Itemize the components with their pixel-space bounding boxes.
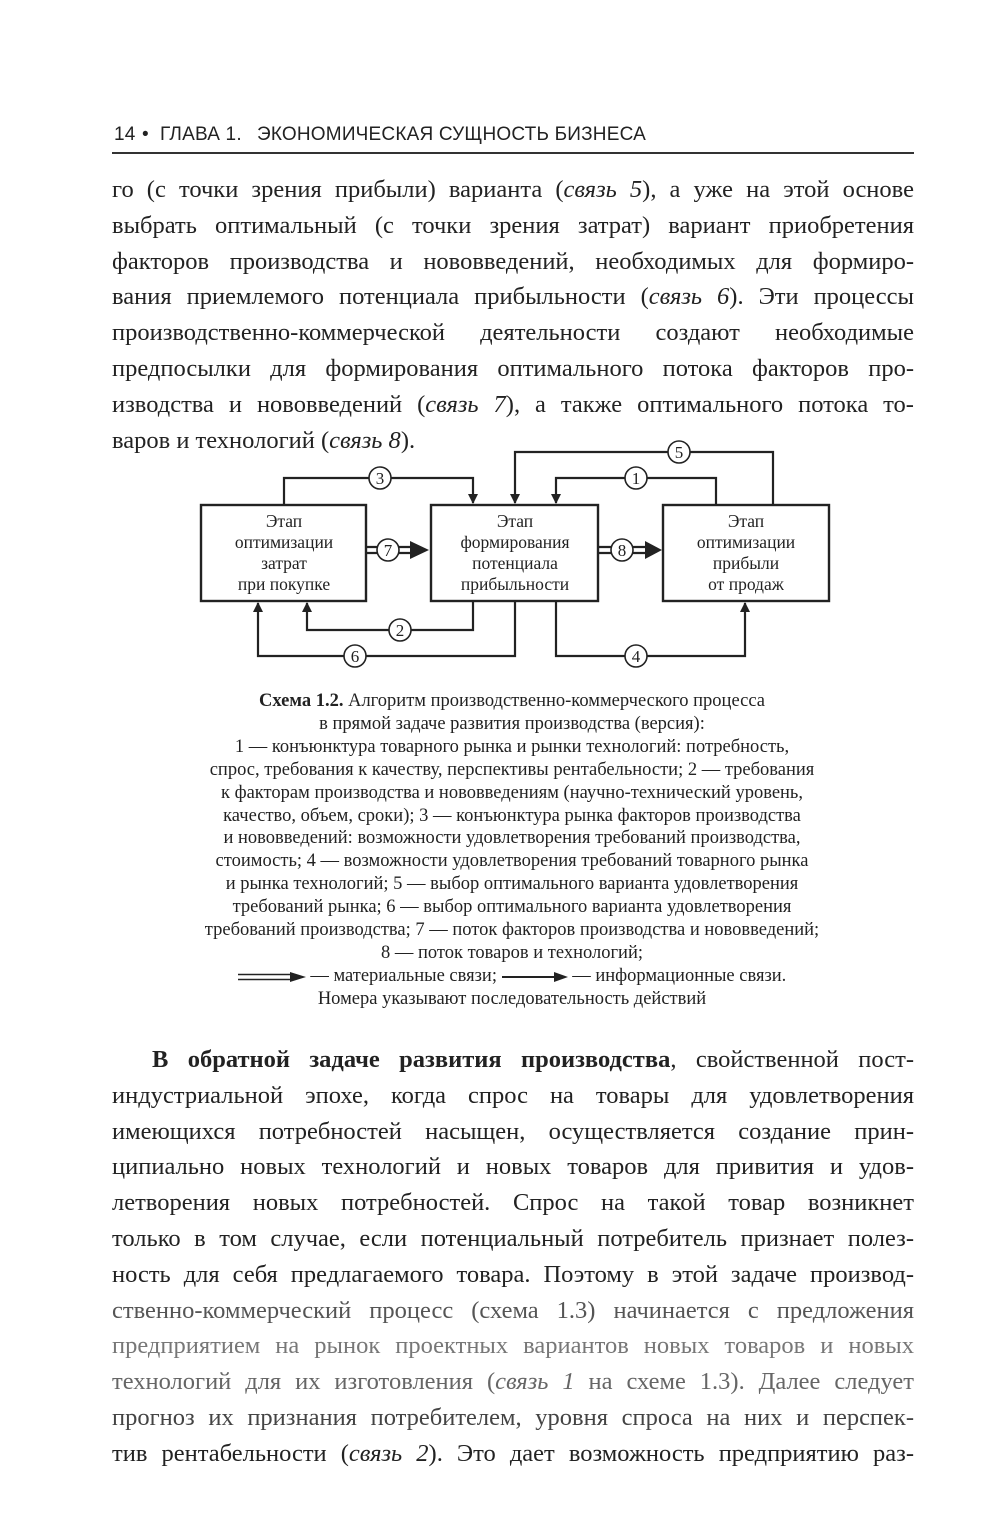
box-right-line: оптимизации [696,532,796,552]
link-label-6: 6 [350,647,360,666]
box-left-line: оптимизации [234,532,334,552]
text-line: ципиально новых технологий и новых товаров для привития и удов- [112,1153,914,1181]
text-line: летворения новых потребностей. Спрос на такой товар возникнет [112,1189,914,1217]
text-line: ность для себя предлагаемого товара. Поэтому в этой задаче производ- [112,1260,914,1288]
text-line: В обратной задаче развития производства, свойственной пост- [152,1046,914,1073]
caption-legend: — материальные связи; — информационные связи. [82,965,942,988]
text-line: факторов производства и нововведений, необходимых для формиро- [112,247,914,275]
box-center-line: потенциала [472,553,558,573]
box-right-line: от продаж [708,574,784,594]
link-6-arrow [258,601,515,656]
caption-title: Схема 1.2. Алгоритм производственно-коммерческого процесса [258,691,765,711]
material-link-icon [238,971,306,983]
text-line: только в том случае, если потенциальный потребитель признает полез- [112,1224,914,1252]
caption-line: и нововведений: возможности удовлетворения требований производства, [223,828,801,849]
text-line: предприятием на рынок проектных вариантов новых товаров и новых [112,1332,914,1360]
box-center-line: формирования [460,532,570,552]
link-label-5: 5 [674,443,684,462]
link-label-2: 2 [395,621,405,640]
box-left-line: затрат [261,553,307,573]
caption-line: 8 — поток товаров и технологий; [380,942,643,963]
text-line: го (с точки зрения прибыли) варианта (связь 5), а уже на этой основе [112,176,914,203]
caption-line: спрос, требования к качеству, перспективы рентабельности; 2 — требования [209,759,815,780]
caption-line: к факторам производства и нововведениям (научно-технический уровень, [221,782,803,803]
link-label-1: 1 [631,469,641,488]
text-line: прогноз их признания потребителем, уровня спроса на них и перспек- [112,1403,914,1431]
text-line: варов и технологий (связь 8). [112,426,416,454]
text-line: имеющихся потребностей насыщен, осуществляется создание прин- [112,1117,914,1145]
caption-line: стоимость; 4 — возможности удовлетворения требований товарного рынка [215,851,809,872]
link-4-arrow [556,601,745,656]
caption-line: качество, объем, сроки); 3 — конъюнктура рынка факторов производства [223,805,801,826]
text-line: ственно-коммерческий процесс (схема 1.3) начинается с предложения [112,1296,914,1324]
caption-line: требований рынка; 6 — выбор оптимального варианта удовлетворения [232,897,792,918]
text-line: производственно-коммерческой деятельности создают необходимые [112,319,914,347]
text-line: выбрать оптимальный (с точки зрения затрат) вариант приобретения [112,211,914,239]
text-line: изводства и нововведений (связь 7), а также оптимального потока то- [112,390,914,418]
text-line: предпосылки для формирования оптимального потока факторов про- [112,354,914,382]
box-right-line: прибыли [712,553,780,573]
process-diagram [0,0,1000,690]
text-line: вания приемлемого потенциала прибыльности (связь 6). Эти процессы [112,283,914,311]
link-label-8: 8 [617,541,627,560]
link-label-3: 3 [375,469,385,488]
text-line: технологий для их изготовления (связь 1 на схеме 1.3). Далее следует [112,1368,914,1396]
chapter-label: ГЛАВА 1. [160,124,242,145]
page-number: 14 [114,124,136,145]
caption-line: в прямой задаче развития производства (версия): [319,713,705,734]
caption-line: 1 — конъюнктура товарного рынка и рынки технологий: потребность, [234,736,790,757]
box-center-line: прибыльности [460,574,570,594]
caption-line: Номера указывают последовательность действий [317,988,707,1009]
text-line: индустриальной эпохе, когда спрос на товары для удовлетворения [112,1081,914,1109]
box-right-line: Этап [727,511,765,531]
header-bullet: • [142,124,149,145]
link-label-7: 7 [383,541,393,560]
link-label-4: 4 [631,647,641,666]
caption-line: и рынка технологий; 5 — выбор оптимального варианта удовлетворения [225,874,799,895]
text-line: тив рентабельности (связь 2). Это дает возможность предприятию раз- [112,1439,914,1467]
link-8-arrowhead [645,541,662,559]
info-link-icon [502,971,568,983]
caption-line: требований производства; 7 — поток факторов производства и нововведений; [204,920,820,941]
link-7-arrowhead [410,541,429,559]
box-left-line: при покупке [237,574,331,594]
paragraph-2 [112,1042,914,1472]
box-center-line: Этап [496,511,534,531]
chapter-title: ЭКОНОМИЧЕСКАЯ СУЩНОСТЬ БИЗНЕСА [257,124,646,145]
figure-caption [82,690,942,1011]
box-left-line: Этап [265,511,303,531]
